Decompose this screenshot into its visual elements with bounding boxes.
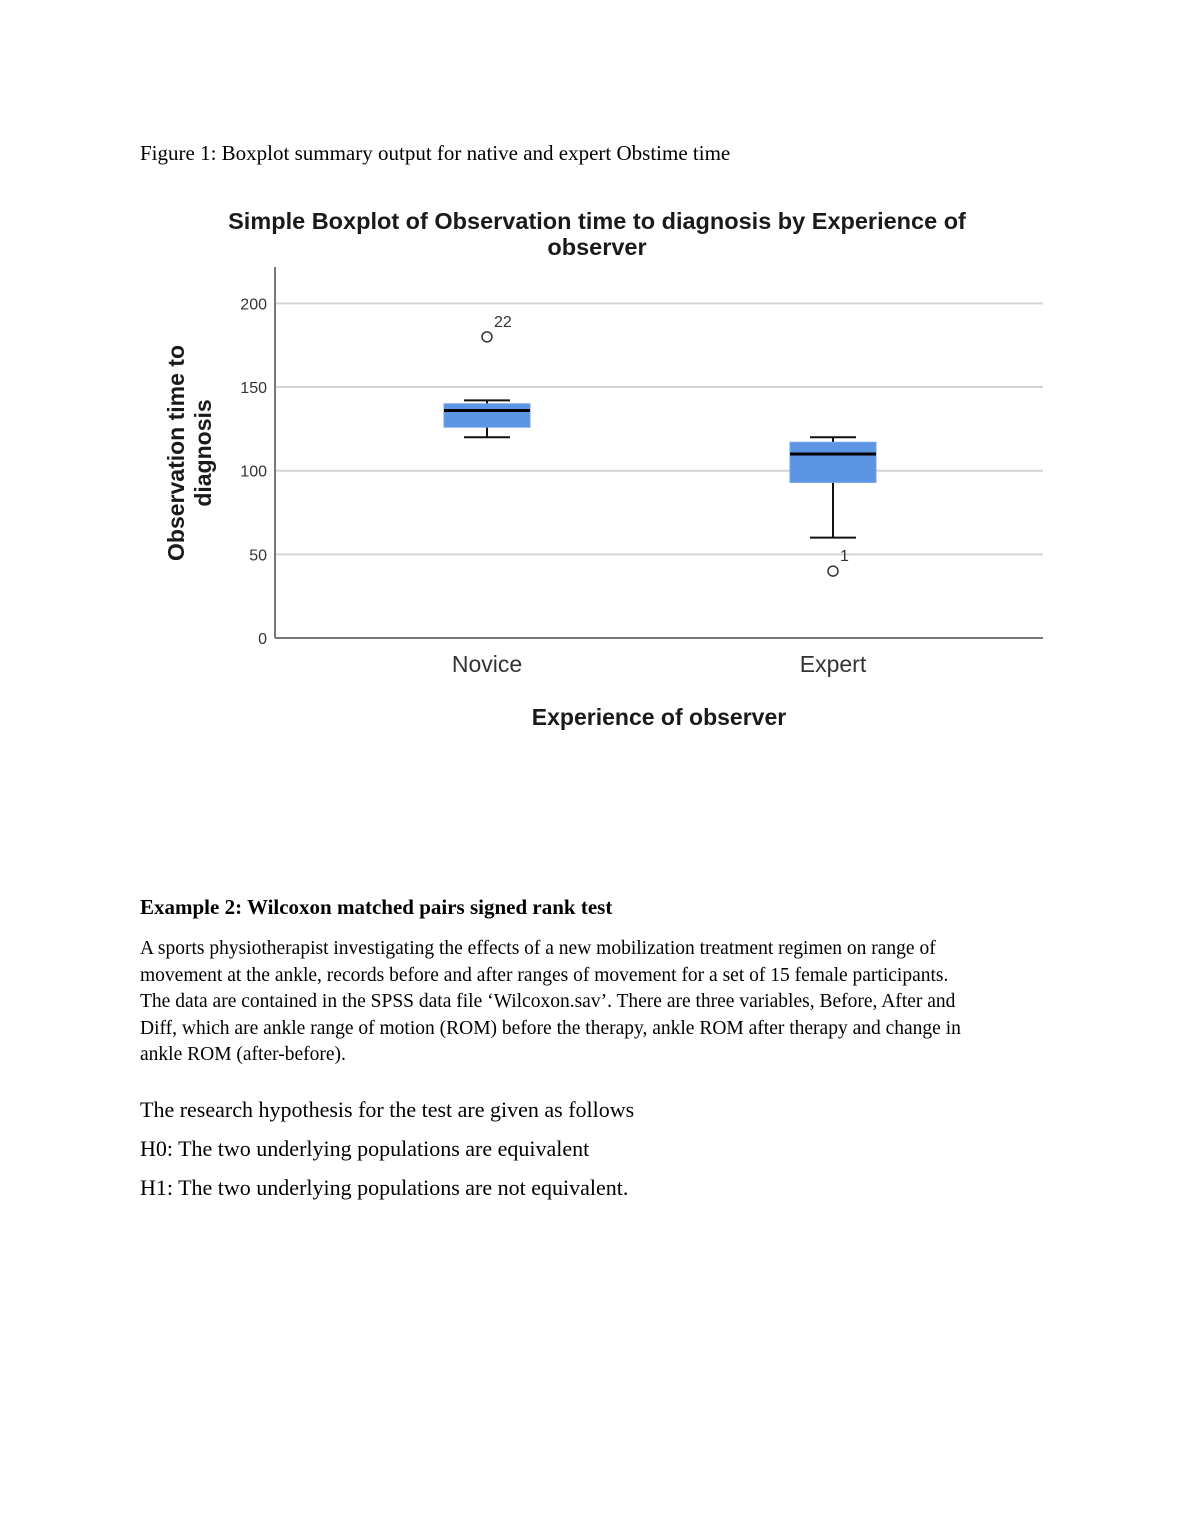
paragraph-line: Diff, which are ankle range of motion (ROM) before the therapy, ankle ROM after therapy and change in bbox=[140, 1017, 961, 1039]
figure-caption: Figure 1: Boxplot summary output for native and expert Obstime time bbox=[140, 141, 731, 165]
chart-title-line-2: observer bbox=[547, 234, 647, 260]
y-tick-label: 200 bbox=[240, 296, 267, 314]
y-axis-title-line-1: Observation time to bbox=[163, 345, 189, 561]
paragraph-line: A sports physiotherapist investigating the effects of a new mobilization treatment regimen on range of bbox=[140, 938, 936, 959]
gridlines bbox=[275, 303, 1043, 554]
y-axis-title-line-2: diagnosis bbox=[190, 399, 216, 507]
y-tick-label: 0 bbox=[258, 631, 267, 648]
x-tick-label: Novice bbox=[451, 651, 523, 677]
y-tick-labels bbox=[240, 296, 267, 648]
example-heading: Example 2: Wilcoxon matched pairs signed rank test bbox=[140, 895, 613, 919]
example-paragraph bbox=[140, 936, 1052, 1069]
paragraph-line: movement at the ankle, records before and after ranges of movement for a set of 15 female participants. bbox=[140, 964, 949, 986]
outlier-point bbox=[828, 566, 838, 576]
null-hypothesis: H0: The two underlying populations are equivalent bbox=[140, 1136, 590, 1161]
iqr-box bbox=[790, 442, 876, 482]
outlier-label: 22 bbox=[494, 313, 512, 331]
chart-title-line-1: Simple Boxplot of Observation time to diagnosis by Experience of bbox=[228, 208, 966, 234]
x-tick-label: Expert bbox=[799, 651, 867, 677]
x-axis-title: Experience of observer bbox=[531, 704, 787, 730]
outlier-point bbox=[482, 332, 492, 342]
boxes bbox=[444, 314, 876, 677]
paragraph-line: ankle ROM (after-before). bbox=[140, 1044, 346, 1066]
y-tick-label: 100 bbox=[240, 463, 267, 481]
hypothesis-intro: The research hypothesis for the test are given as follows bbox=[140, 1097, 635, 1122]
boxplot-chart bbox=[150, 195, 1050, 740]
outlier-label: 1 bbox=[840, 548, 849, 566]
iqr-box bbox=[444, 404, 530, 427]
alternative-hypothesis: H1: The two underlying populations are not equivalent. bbox=[140, 1175, 629, 1200]
paragraph-line: The data are contained in the SPSS data file ‘Wilcoxon.sav’. There are three variables, Before, After and bbox=[140, 991, 956, 1013]
y-tick-label: 150 bbox=[240, 380, 267, 398]
y-tick-label: 50 bbox=[249, 547, 267, 565]
